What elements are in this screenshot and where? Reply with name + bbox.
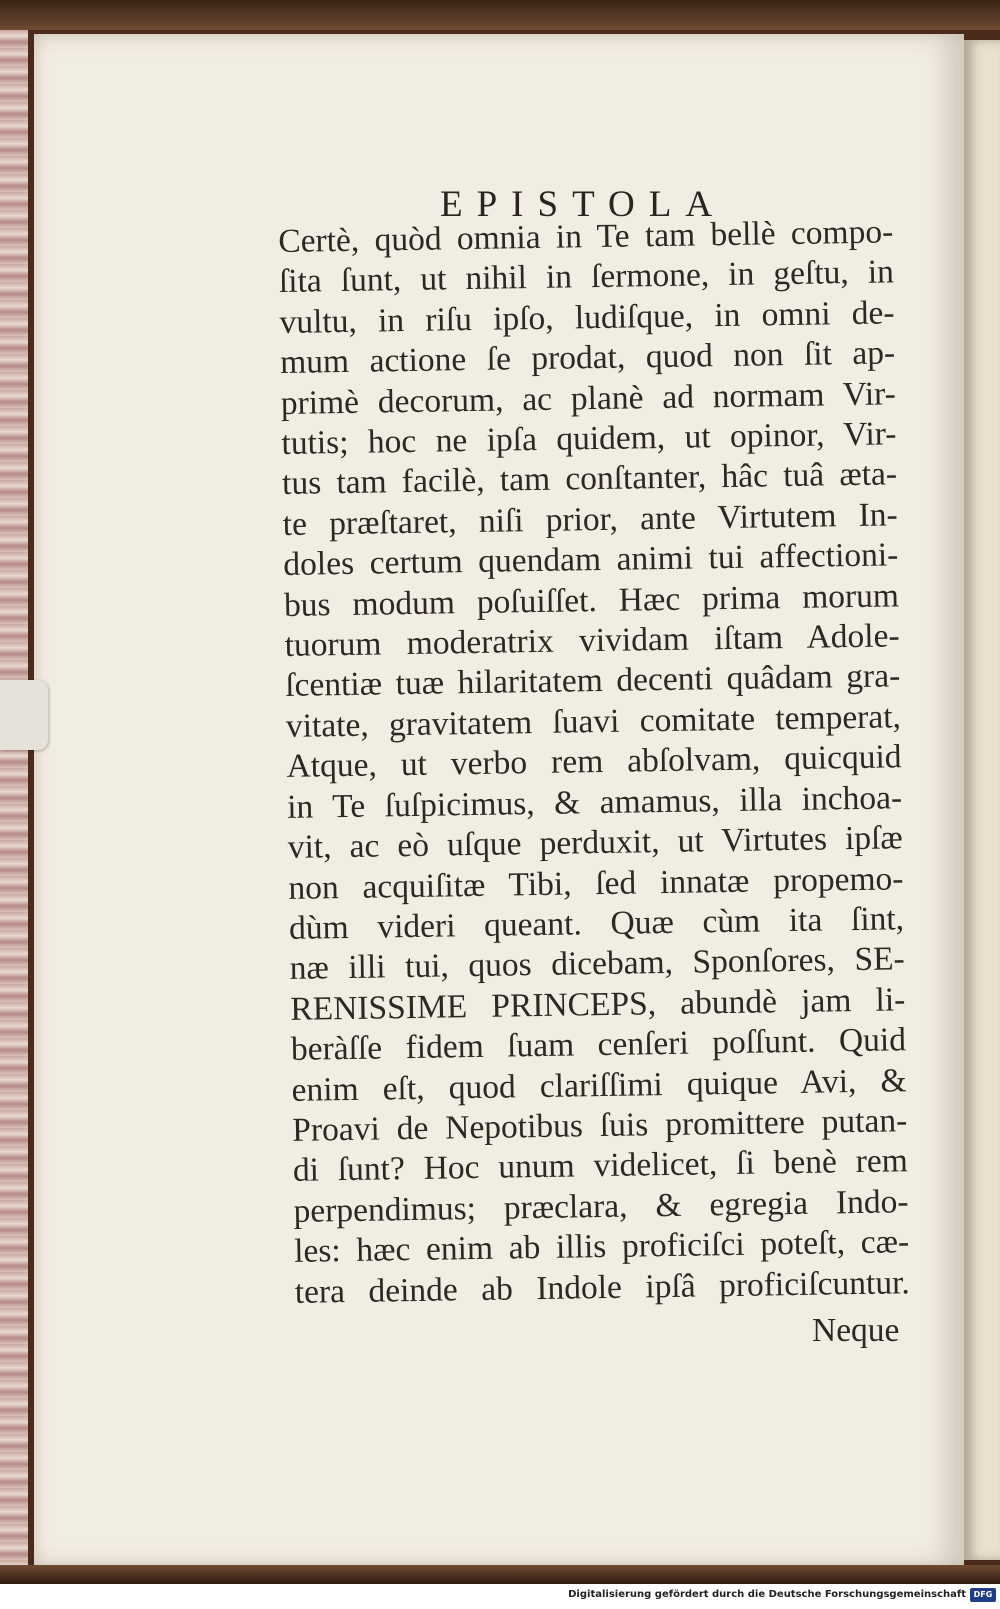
text-line: non acquiſitæ Tibi, ſed innatæ propemo- <box>288 859 904 907</box>
text-line: tus tam facilè, tam conſtanter, hâc tuâ æta- <box>281 455 898 503</box>
book-cover-bottom-edge <box>0 1565 1000 1584</box>
page-clip <box>0 680 48 750</box>
text-line: Atque, ut verbo rem abſolvam, quicquid <box>286 738 902 786</box>
dfg-logo: DFG <box>970 1588 996 1602</box>
facing-page-sliver <box>964 40 1000 1560</box>
text-line: mum actione ſe prodat, quod non ſit ap- <box>279 334 896 382</box>
running-head: EPISTOLA <box>440 184 727 225</box>
text-line: vit, ac eò uſque perduxit, ut Virtutes ipſæ <box>287 819 904 867</box>
text-line: beràſſe fidem ſuam cenſeri poſſunt. Quid <box>290 1021 907 1069</box>
text-line: tera deinde ab Indole ipſâ proficiſcuntur. <box>294 1263 911 1311</box>
text-line: enim eſt, quod clariſſimi quique Avi, & <box>291 1061 907 1109</box>
text-line: te præſtaret, niſi prior, ante Virtutem In- <box>282 496 898 543</box>
body-text <box>278 212 935 1313</box>
text-line: primè decorum, ac planè ad normam Vir- <box>280 374 897 422</box>
text-line: RENISSIME PRINCEPS, abundè jam li- <box>290 980 906 1028</box>
text-line: dùm videri queant. Quæ cùm ita ſint, <box>288 900 905 947</box>
footer-bar <box>0 1584 1000 1609</box>
text-line: Proavi de Nepotibus ſuis promittere putan- <box>291 1102 908 1149</box>
funding-credit: Digitalisierung gefördert durch die Deutsche Forschungsgemeinschaft <box>568 1589 966 1600</box>
text-line: tutis; hoc ne ipſa quidem, ut opinor, Vir- <box>281 415 897 463</box>
text-line: vultu, in riſu ipſo, ludiſque, in omni de- <box>279 294 895 341</box>
text-line: di ſunt? Hoc unum videlicet, ſi benè rem <box>292 1142 909 1190</box>
text-line: doles certum quendam animi tui affectioni- <box>283 536 899 584</box>
catchword: Neque <box>812 1312 900 1349</box>
text-line: tuorum moderatrix vividam iſtam Adole- <box>284 617 900 665</box>
text-line: perpendimus; præclara, & egregia Indo- <box>293 1182 909 1230</box>
text-line: Certè, quòd omnia in Te tam bellè compo- <box>278 213 894 260</box>
text-line: les: hæc enim ab illis proficiſci poteſt, cæ- <box>293 1223 910 1271</box>
book-cover-top-edge <box>0 0 1000 30</box>
text-line: ſita ſunt, ut nihil in ſermone, in geſtu, in <box>278 253 895 301</box>
text-line: ſcentiæ tuæ hilaritatem decenti quâdam gra- <box>284 657 901 705</box>
marbled-endpaper-edge <box>0 30 28 1570</box>
text-line: vitate, gravitatem ſuavi comitate temperat, <box>285 698 902 745</box>
text-line: bus modum poſuiſſet. Hæc prima morum <box>283 576 900 624</box>
text-line: in Te ſuſpicimus, & amamus, illa inchoa- <box>286 778 903 826</box>
text-line: næ illi tui, quos dicebam, Sponſores, SE- <box>289 940 905 988</box>
